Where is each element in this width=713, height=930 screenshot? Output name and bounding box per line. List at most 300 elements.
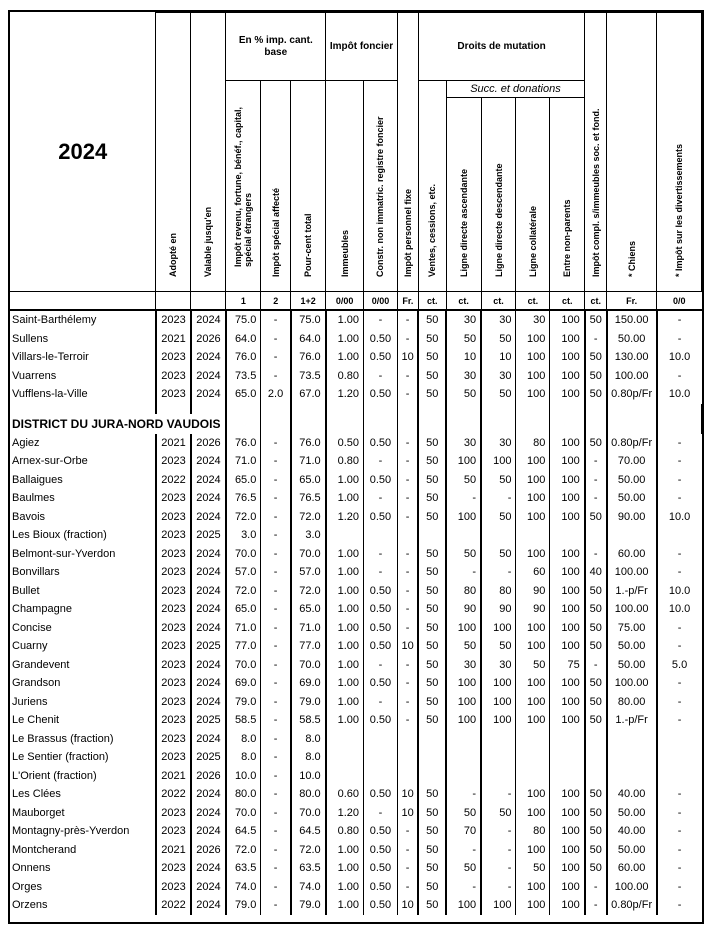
cell-ventes: 50 <box>418 434 446 453</box>
unit-cell-name <box>10 292 156 311</box>
cell-compl: - <box>585 471 607 490</box>
table-row <box>10 637 702 656</box>
cell-valable: 2024 <box>191 785 226 804</box>
cell-immeubles: 1.00 <box>326 471 364 490</box>
commune-name: Arnex-sur-Orbe <box>10 452 156 471</box>
cell-ventes: 50 <box>418 452 446 471</box>
cell-adopte: 2023 <box>156 730 191 749</box>
cell-desc: - <box>481 841 516 860</box>
cell-ventes: 50 <box>418 841 446 860</box>
cell-personnel: - <box>397 822 418 841</box>
tax-rate-table <box>10 12 702 915</box>
cell-coll: 100 <box>516 711 550 730</box>
table-row <box>10 310 702 330</box>
cell-nonpar: 75 <box>550 656 585 675</box>
cell-impot_special: - <box>261 748 291 767</box>
cell-immeubles: 1.00 <box>326 582 364 601</box>
commune-name: L'Orient (fraction) <box>10 767 156 786</box>
district-empty-cell <box>607 414 657 434</box>
cell-impot_revenu: 76.0 <box>226 434 261 453</box>
cell-divert: - <box>657 637 702 656</box>
cell-adopte: 2023 <box>156 804 191 823</box>
district-empty-cell <box>291 414 326 434</box>
cell-ventes: 50 <box>418 785 446 804</box>
cell-desc: 50 <box>481 804 516 823</box>
cell-constr: 0.50 <box>364 348 398 367</box>
col-header-compl: Impôt compl. s/immeubles soc. et fond. <box>585 13 607 292</box>
cell-adopte: 2023 <box>156 656 191 675</box>
table-row <box>10 434 702 453</box>
unit-cell: 0/00 <box>326 292 364 311</box>
cell-chiens: 40.00 <box>607 822 657 841</box>
cell-ventes: 50 <box>418 489 446 508</box>
cell-chiens: 50.00 <box>607 489 657 508</box>
cell-ventes: 50 <box>418 878 446 897</box>
cell-impot_revenu: 76.5 <box>226 489 261 508</box>
unit-cell: 2 <box>261 292 291 311</box>
cell-valable: 2024 <box>191 385 226 404</box>
unit-cell: ct. <box>446 292 481 311</box>
district-empty-cell <box>550 414 585 434</box>
cell-asc: 100 <box>446 508 481 527</box>
cell-personnel <box>397 767 418 786</box>
spacer-cell <box>261 404 291 414</box>
cell-nonpar <box>550 526 585 545</box>
col-header-coll: Ligne collatérale <box>516 98 550 292</box>
commune-name: Orges <box>10 878 156 897</box>
cell-immeubles: 1.00 <box>326 310 364 330</box>
cell-valable: 2024 <box>191 656 226 675</box>
cell-impot_special: - <box>261 841 291 860</box>
unit-cell: ct. <box>516 292 550 311</box>
cell-ventes: 50 <box>418 674 446 693</box>
cell-pour_cent_total: 71.0 <box>291 452 326 471</box>
cell-divert: - <box>657 841 702 860</box>
cell-valable: 2024 <box>191 508 226 527</box>
cell-personnel: 10 <box>397 896 418 915</box>
cell-chiens: 1.-p/Fr <box>607 711 657 730</box>
cell-compl: 50 <box>585 582 607 601</box>
cell-immeubles: 1.00 <box>326 841 364 860</box>
cell-immeubles: 1.00 <box>326 619 364 638</box>
commune-name: Vuarrens <box>10 367 156 386</box>
cell-constr: - <box>364 489 398 508</box>
cell-constr: 0.50 <box>364 600 398 619</box>
cell-pour_cent_total: 70.0 <box>291 656 326 675</box>
col-header-constr: Constr. non immatric. registre foncier <box>364 81 398 292</box>
cell-immeubles: 0.60 <box>326 785 364 804</box>
table-row <box>10 693 702 712</box>
table-row <box>10 385 702 404</box>
col-header-personnel: Impôt personnel fixe <box>397 13 418 292</box>
table-row <box>10 330 702 349</box>
commune-name: Montagny-près-Yverdon <box>10 822 156 841</box>
cell-personnel: - <box>397 330 418 349</box>
cell-personnel: - <box>397 619 418 638</box>
cell-immeubles: 1.20 <box>326 508 364 527</box>
cell-asc: 50 <box>446 385 481 404</box>
cell-constr: - <box>364 563 398 582</box>
cell-valable: 2024 <box>191 804 226 823</box>
cell-impot_revenu: 70.0 <box>226 804 261 823</box>
cell-pour_cent_total: 10.0 <box>291 767 326 786</box>
cell-personnel: - <box>397 859 418 878</box>
commune-name: Orzens <box>10 896 156 915</box>
cell-immeubles <box>326 730 364 749</box>
table-row <box>10 896 702 915</box>
cell-nonpar: 100 <box>550 508 585 527</box>
cell-impot_revenu: 80.0 <box>226 785 261 804</box>
cell-valable: 2024 <box>191 822 226 841</box>
cell-desc: 100 <box>481 711 516 730</box>
cell-personnel: - <box>397 711 418 730</box>
cell-ventes: 50 <box>418 367 446 386</box>
cell-chiens: 130.00 <box>607 348 657 367</box>
cell-adopte: 2023 <box>156 563 191 582</box>
spacer-cell <box>397 404 418 414</box>
table-row <box>10 730 702 749</box>
cell-constr: 0.50 <box>364 637 398 656</box>
spacer-cell <box>191 404 226 414</box>
cell-chiens: 100.00 <box>607 563 657 582</box>
cell-nonpar: 100 <box>550 619 585 638</box>
cell-impot_revenu: 3.0 <box>226 526 261 545</box>
cell-constr: - <box>364 452 398 471</box>
cell-nonpar: 100 <box>550 841 585 860</box>
cell-impot_revenu: 73.5 <box>226 367 261 386</box>
cell-pour_cent_total: 72.0 <box>291 508 326 527</box>
cell-immeubles: 1.00 <box>326 637 364 656</box>
cell-constr: 0.50 <box>364 385 398 404</box>
cell-impot_revenu: 65.0 <box>226 471 261 490</box>
cell-pour_cent_total: 76.0 <box>291 348 326 367</box>
cell-compl: 50 <box>585 508 607 527</box>
cell-asc: - <box>446 563 481 582</box>
cell-immeubles: 0.50 <box>326 434 364 453</box>
cell-desc: 30 <box>481 310 516 330</box>
cell-valable: 2024 <box>191 545 226 564</box>
cell-divert: - <box>657 896 702 915</box>
table-row <box>10 452 702 471</box>
cell-pour_cent_total: 69.0 <box>291 674 326 693</box>
cell-compl: - <box>585 452 607 471</box>
cell-compl: 50 <box>585 674 607 693</box>
table-row <box>10 785 702 804</box>
spacer-cell <box>10 404 156 414</box>
unit-cell: Fr. <box>607 292 657 311</box>
district-empty-cell <box>261 414 291 434</box>
cell-nonpar: 100 <box>550 563 585 582</box>
cell-desc: 30 <box>481 367 516 386</box>
cell-immeubles: 1.00 <box>326 878 364 897</box>
cell-divert: 10.0 <box>657 385 702 404</box>
cell-divert: - <box>657 822 702 841</box>
table-row <box>10 348 702 367</box>
cell-adopte: 2021 <box>156 841 191 860</box>
commune-name: Onnens <box>10 859 156 878</box>
cell-ventes: 50 <box>418 545 446 564</box>
cell-personnel: - <box>397 674 418 693</box>
cell-valable: 2025 <box>191 711 226 730</box>
cell-immeubles: 1.00 <box>326 330 364 349</box>
district-empty-cell <box>446 414 481 434</box>
cell-personnel: - <box>397 563 418 582</box>
cell-personnel <box>397 748 418 767</box>
commune-name: Sullens <box>10 330 156 349</box>
cell-impot_revenu: 64.5 <box>226 822 261 841</box>
table-year-title: 2024 <box>10 13 156 292</box>
cell-impot_revenu: 75.0 <box>226 310 261 330</box>
cell-pour_cent_total: 65.0 <box>291 471 326 490</box>
cell-valable: 2026 <box>191 330 226 349</box>
unit-cell: 0/00 <box>364 292 398 311</box>
cell-constr <box>364 767 398 786</box>
commune-name: Grandson <box>10 674 156 693</box>
cell-divert: 10.0 <box>657 600 702 619</box>
cell-ventes: 50 <box>418 385 446 404</box>
cell-chiens: 60.00 <box>607 545 657 564</box>
cell-coll: 100 <box>516 878 550 897</box>
table-row <box>10 367 702 386</box>
cell-constr: 0.50 <box>364 859 398 878</box>
cell-constr: 0.50 <box>364 878 398 897</box>
cell-personnel: - <box>397 656 418 675</box>
group-header-droits-mutation: Droits de mutation <box>418 13 584 81</box>
cell-adopte: 2023 <box>156 822 191 841</box>
cell-coll: 100 <box>516 896 550 915</box>
cell-personnel: - <box>397 508 418 527</box>
table-row <box>10 841 702 860</box>
cell-impot_revenu: 8.0 <box>226 730 261 749</box>
table-row <box>10 526 702 545</box>
cell-impot_revenu: 69.0 <box>226 674 261 693</box>
cell-constr: - <box>364 656 398 675</box>
cell-desc: 10 <box>481 348 516 367</box>
cell-constr: 0.50 <box>364 674 398 693</box>
cell-ventes <box>418 767 446 786</box>
cell-ventes: 50 <box>418 563 446 582</box>
cell-coll: 90 <box>516 582 550 601</box>
spacer-cell <box>364 404 398 414</box>
cell-nonpar: 100 <box>550 822 585 841</box>
cell-impot_revenu: 71.0 <box>226 619 261 638</box>
cell-chiens: 50.00 <box>607 637 657 656</box>
cell-compl: 50 <box>585 822 607 841</box>
cell-divert: 10.0 <box>657 582 702 601</box>
cell-valable: 2024 <box>191 471 226 490</box>
cell-compl: - <box>585 545 607 564</box>
cell-chiens <box>607 730 657 749</box>
cell-constr: 0.50 <box>364 434 398 453</box>
cell-ventes: 50 <box>418 582 446 601</box>
table-row <box>10 674 702 693</box>
cell-asc: 50 <box>446 859 481 878</box>
cell-immeubles: 1.00 <box>326 859 364 878</box>
cell-asc <box>446 730 481 749</box>
cell-compl: - <box>585 656 607 675</box>
cell-impot_revenu: 63.5 <box>226 859 261 878</box>
cell-adopte: 2022 <box>156 896 191 915</box>
cell-impot_revenu: 74.0 <box>226 878 261 897</box>
cell-immeubles <box>326 748 364 767</box>
cell-adopte: 2021 <box>156 767 191 786</box>
cell-desc: - <box>481 563 516 582</box>
commune-name: Vufflens-la-Ville <box>10 385 156 404</box>
cell-divert: - <box>657 330 702 349</box>
unit-cell: ct. <box>585 292 607 311</box>
cell-divert: - <box>657 310 702 330</box>
cell-nonpar: 100 <box>550 674 585 693</box>
cell-desc: - <box>481 859 516 878</box>
cell-desc: 100 <box>481 674 516 693</box>
cell-divert: - <box>657 452 702 471</box>
table-row <box>10 822 702 841</box>
cell-valable: 2024 <box>191 452 226 471</box>
cell-chiens: 100.00 <box>607 674 657 693</box>
cell-desc: 30 <box>481 656 516 675</box>
cell-valable: 2024 <box>191 619 226 638</box>
cell-ventes <box>418 526 446 545</box>
unit-cell: ct. <box>550 292 585 311</box>
cell-asc: 80 <box>446 582 481 601</box>
commune-name: Montcherand <box>10 841 156 860</box>
cell-impot_revenu: 76.0 <box>226 348 261 367</box>
cell-chiens: 80.00 <box>607 693 657 712</box>
cell-divert: - <box>657 804 702 823</box>
cell-divert: - <box>657 711 702 730</box>
cell-pour_cent_total: 79.0 <box>291 896 326 915</box>
cell-personnel: - <box>397 693 418 712</box>
cell-chiens: 50.00 <box>607 330 657 349</box>
spacer-cell <box>607 404 657 414</box>
district-empty-cell <box>481 414 516 434</box>
cell-chiens: 40.00 <box>607 785 657 804</box>
cell-compl: 50 <box>585 785 607 804</box>
cell-impot_special: - <box>261 878 291 897</box>
cell-desc: 50 <box>481 471 516 490</box>
cell-coll: 100 <box>516 545 550 564</box>
spacer-cell <box>585 404 607 414</box>
cell-compl: 50 <box>585 367 607 386</box>
cell-asc: 100 <box>446 896 481 915</box>
cell-impot_special: - <box>261 656 291 675</box>
district-empty-cell <box>364 414 398 434</box>
col-header-adopte: Adopté en <box>156 13 191 292</box>
cell-desc <box>481 730 516 749</box>
cell-chiens: 0.80p/Fr <box>607 385 657 404</box>
cell-ventes: 50 <box>418 711 446 730</box>
table-row <box>10 748 702 767</box>
unit-cell: ct. <box>481 292 516 311</box>
cell-nonpar: 100 <box>550 711 585 730</box>
table-row <box>10 656 702 675</box>
col-header-impot-special: Impôt spécial affecté <box>261 81 291 292</box>
spacer-cell <box>446 404 481 414</box>
cell-compl: - <box>585 878 607 897</box>
cell-immeubles <box>326 526 364 545</box>
cell-ventes: 50 <box>418 822 446 841</box>
cell-desc: 50 <box>481 545 516 564</box>
table-row <box>10 878 702 897</box>
cell-coll: 50 <box>516 859 550 878</box>
cell-personnel: - <box>397 434 418 453</box>
table-row <box>10 804 702 823</box>
cell-constr: 0.50 <box>364 471 398 490</box>
cell-asc: 100 <box>446 452 481 471</box>
cell-pour_cent_total: 79.0 <box>291 693 326 712</box>
cell-personnel: - <box>397 452 418 471</box>
cell-divert: - <box>657 619 702 638</box>
cell-ventes: 50 <box>418 693 446 712</box>
cell-impot_special: - <box>261 693 291 712</box>
cell-ventes: 50 <box>418 310 446 330</box>
cell-desc: - <box>481 878 516 897</box>
cell-impot_special: - <box>261 434 291 453</box>
cell-impot_revenu: 8.0 <box>226 748 261 767</box>
cell-ventes: 50 <box>418 859 446 878</box>
cell-divert <box>657 767 702 786</box>
cell-divert: - <box>657 674 702 693</box>
cell-impot_revenu: 58.5 <box>226 711 261 730</box>
cell-valable: 2026 <box>191 841 226 860</box>
cell-pour_cent_total: 67.0 <box>291 385 326 404</box>
cell-impot_special: - <box>261 508 291 527</box>
commune-name: Grandevent <box>10 656 156 675</box>
cell-desc: - <box>481 785 516 804</box>
cell-desc <box>481 748 516 767</box>
cell-personnel: - <box>397 310 418 330</box>
cell-impot_special: - <box>261 730 291 749</box>
cell-nonpar: 100 <box>550 545 585 564</box>
cell-constr <box>364 730 398 749</box>
cell-constr: 0.50 <box>364 711 398 730</box>
cell-constr: 0.50 <box>364 582 398 601</box>
cell-impot_revenu: 57.0 <box>226 563 261 582</box>
cell-desc: 50 <box>481 508 516 527</box>
commune-name: Cuarny <box>10 637 156 656</box>
table-row <box>10 600 702 619</box>
commune-name: Bavois <box>10 508 156 527</box>
cell-adopte: 2023 <box>156 452 191 471</box>
cell-asc: 50 <box>446 330 481 349</box>
cell-pour_cent_total: 8.0 <box>291 748 326 767</box>
cell-immeubles: 1.00 <box>326 674 364 693</box>
cell-immeubles: 1.00 <box>326 896 364 915</box>
cell-ventes: 50 <box>418 330 446 349</box>
cell-ventes: 50 <box>418 508 446 527</box>
cell-personnel: - <box>397 600 418 619</box>
cell-impot_revenu: 79.0 <box>226 896 261 915</box>
cell-desc: 100 <box>481 693 516 712</box>
commune-name: Les Bioux (fraction) <box>10 526 156 545</box>
cell-asc: 30 <box>446 367 481 386</box>
cell-personnel: - <box>397 878 418 897</box>
cell-valable: 2025 <box>191 748 226 767</box>
cell-asc: 70 <box>446 822 481 841</box>
cell-chiens: 1.-p/Fr <box>607 582 657 601</box>
district-name: DISTRICT DU JURA-NORD VAUDOIS <box>10 414 226 434</box>
col-header-ventes: Ventes, cessions, etc. <box>418 81 446 292</box>
cell-chiens: 100.00 <box>607 367 657 386</box>
cell-chiens: 50.00 <box>607 841 657 860</box>
cell-pour_cent_total: 70.0 <box>291 804 326 823</box>
units-row <box>10 292 702 311</box>
cell-impot_special: - <box>261 582 291 601</box>
cell-coll: 100 <box>516 637 550 656</box>
cell-adopte: 2023 <box>156 545 191 564</box>
cell-immeubles: 1.00 <box>326 563 364 582</box>
cell-chiens: 60.00 <box>607 859 657 878</box>
